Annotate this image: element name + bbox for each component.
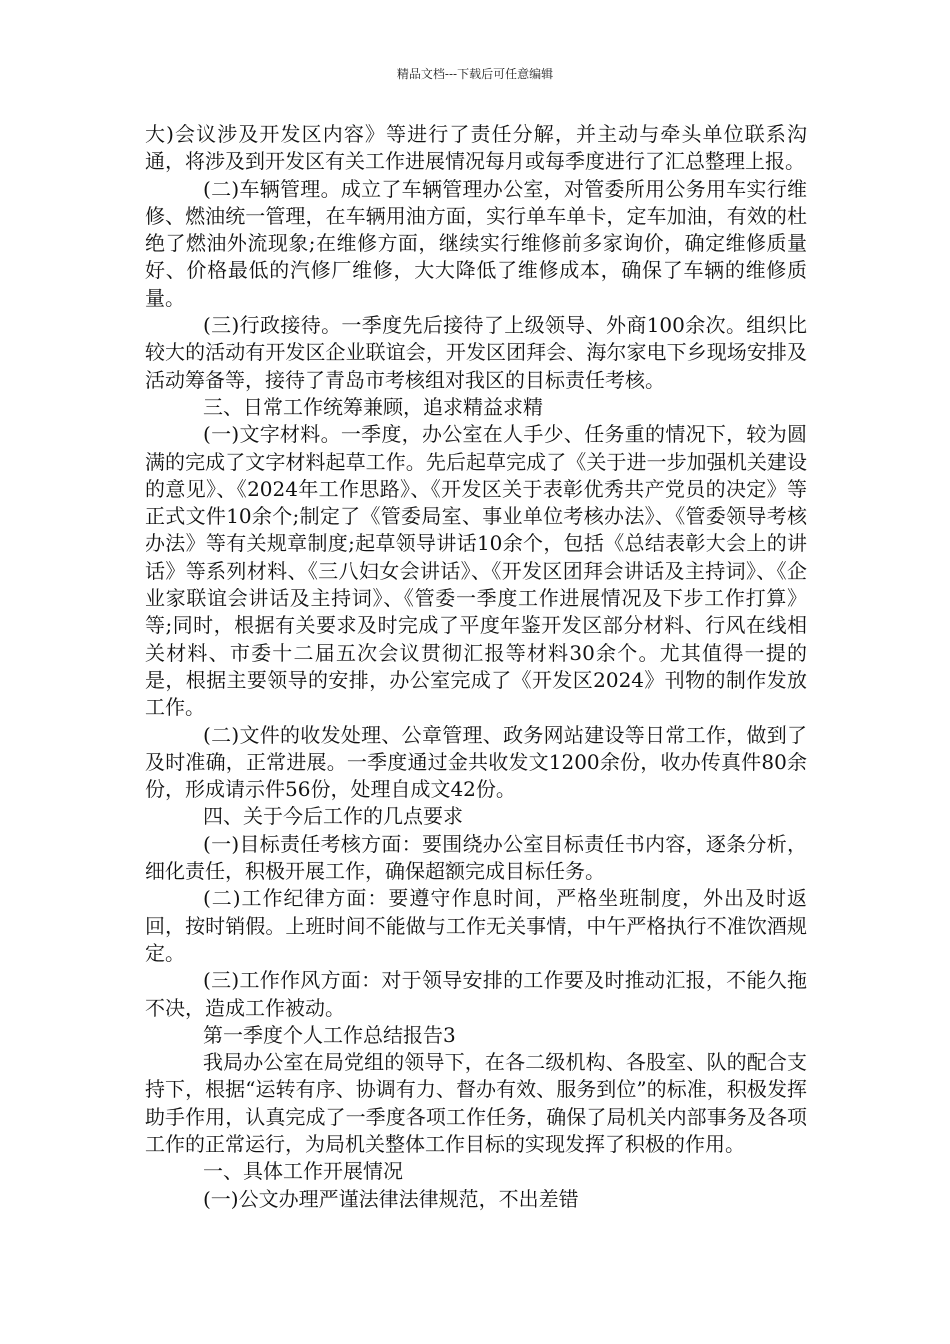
paragraph-work-discipline: (二)工作纪律方面：要遵守作息时间，严格坐班制度，外出及时返回，按时销假。上班时间不能做与工作无关事情，中午严格执行不准饮酒规定。 bbox=[145, 886, 807, 965]
paragraph-continuation: 大)会议涉及开发区内容》等进行了责任分解，并主动与牵头单位联系沟通，将涉及到开发区有关工作进展情况每月或每季度进行了汇总整理上报。 bbox=[145, 122, 807, 174]
section-heading-daily-work: 三、日常工作统筹兼顾，追求精益求精 bbox=[203, 394, 543, 419]
subsection-heading-document-processing: (一)公文办理严谨法律法律规范，不出差错 bbox=[203, 1186, 579, 1211]
page-header: 精品文档---下载后可任意编辑 bbox=[396, 67, 554, 81]
paragraph-target-responsibility: (一)目标责任考核方面：要围绕办公室目标责任书内容，逐条分析，细化责任，积极开展工作，确保超额完成目标任务。 bbox=[145, 831, 807, 884]
paragraph-text-materials: (一)文字材料。一季度，办公室在人手少、任务重的情况下，较为圆满的完成了文字材料起草工作。先后起草完成了《关于进一步加强机关建设的意见》、《2024年工作思路》、《开发区关于表彰优秀共产党员的决定》等正式文件10余个;制定了《管委局室、事业单位考核办法》、《管委领导考核办法》等有关规章制度;起草领导讲话10余个，包括《总结表彰大会上的讲话》等系列材料、《三八妇女会讲话》、《开发区团拜会讲话及主持词》、《企业家联谊会讲话及主持词》、《管委一季度工作进展情况及下步工作打算》等;同时，根据有关要求及时完成了平度年鉴开发区部分材料、行风在线相关材料、市委十二届五次会议贯彻汇报等材料30余个。尤其值得一提的是，根据主要领导的安排，办公室完成了《开发区2024》刊物的制作发放工作。 bbox=[145, 422, 807, 720]
paragraph-administrative-reception: (三)行政接待。一季度先后接待了上级领导、外商100余次。组织比较大的活动有开发区企业联谊会，开发区团拜会、海尔家电下乡现场安排及活动筹备等，接待了青岛市考核组对我区的目标责任考核。 bbox=[145, 313, 807, 392]
report-title: 第一季度个人工作总结报告3 bbox=[203, 1022, 456, 1047]
paragraph-report-intro: 我局办公室在局党组的领导下，在各二级机构、各股室、队的配合支持下，根据“运转有序、协调有力、督办有效、服务到位”的标准，积极发挥助手作用，认真完成了一季度各项工作任务，确保了局机关内部事务及各项工作的正常运行，为局机关整体工作目标的实现发挥了积极的作用。 bbox=[145, 1050, 807, 1156]
section-heading-requirements: 四、关于今后工作的几点要求 bbox=[203, 804, 463, 829]
paragraph-document-handling: (二)文件的收发处理、公章管理、政务网站建设等日常工作，做到了及时准确，正常进展。一季度通过金共收发文1200余份，收办传真件80余份，形成请示件56份，处理自成文42份。 bbox=[145, 722, 807, 802]
document-body bbox=[145, 121, 807, 1213]
section-heading-work-status: 一、具体工作开展情况 bbox=[203, 1159, 403, 1184]
paragraph-vehicle-management: (二)车辆管理。成立了车辆管理办公室，对管委所用公务用车实行维修、燃油统一管理，在车辆用油方面，实行单车单卡，定车加油，有效的杜绝了燃油外流现象;在维修方面，继续实行维修前多家询价，确定维修质量好、价格最低的汽修厂维修，大大降低了维修成本，确保了车辆的维修质量。 bbox=[145, 176, 807, 310]
paragraph-work-style: (三)工作作风方面：对于领导安排的工作要及时推动汇报，不能久拖不决，造成工作被动。 bbox=[145, 968, 807, 1020]
